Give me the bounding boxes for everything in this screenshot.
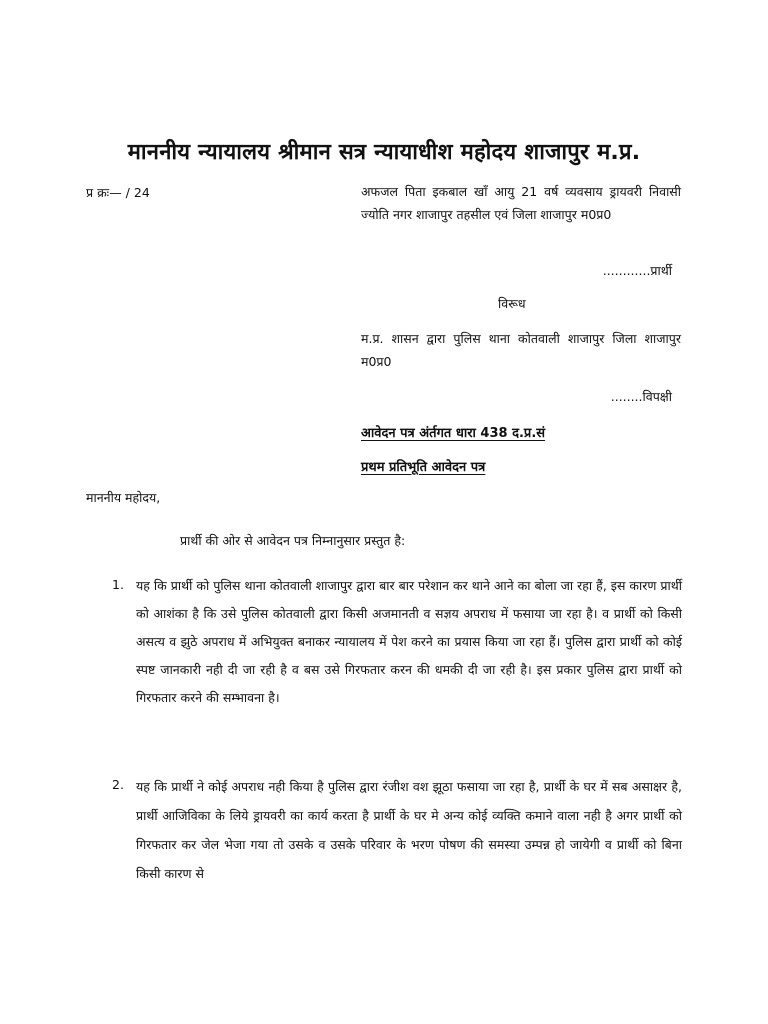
opponent-details: म.प्र. शासन द्वारा पुलिस थाना कोतवाली शाजापुर जिला शाजापुर म0प्र0 xyxy=(361,331,681,369)
case-number: प्र क्रः— / 24 xyxy=(86,185,150,200)
intro-line: प्रार्थी की ओर से आवेदन पत्र निम्नानुसार प्रस्तुत है: xyxy=(180,533,406,548)
paragraph-number: 1. xyxy=(112,577,124,592)
opponent-label: ........विपक्षी xyxy=(610,389,672,404)
applicant-label: ............प्रार्थी xyxy=(602,263,672,278)
salutation: माननीय महोदय, xyxy=(86,490,161,505)
versus-label: विरूध xyxy=(498,296,526,311)
court-title: माननीय न्यायालय श्रीमान सत्र न्यायाधीश महोदय शाजापुर म.प्र. xyxy=(127,140,641,165)
paragraph-text: यह कि प्रार्थी ने कोई अपराध नही किया है पुलिस द्वारा रंजीश वश झूठा फसाया जा रहा है, प्रार्थी के घर में सब असाक्षर है, प्रार्थी आजिविका के लिये ड्रायवरी का कार्य करता है प्रार्थी के घर मे अन्य कोई व्यक्ति कमाने वाला नही है अगर प्रार्थी को गिरफतार कर जेल भेजा गया तो उसके व उसके परिवार के भरण पोषण की समस्या उम्पन्न हो जायेगी व प्रार्थी को बिना किसी कारण से xyxy=(136,779,682,881)
application-type-heading: प्रथम प्रतिभूति आवेदन पत्र xyxy=(361,460,486,475)
paragraph-text: यह कि प्रार्थी को पुलिस थाना कोतवाली शाजापुर द्वारा बार बार परेशान कर थाने आने का बोला जा रहा हैं, इस कारण प्रार्थी को आशंका है कि उसे पुलिस कोतवाली द्वारा किसी अजमानती व सज्ञय अपराध में फसाया जा रहा है। व प्रार्थी को किसी असत्य व झुठे अपराध में अभियुक्त बनाकर न्यायालय में पेश करने का प्रयास किया जा रहा हैं। पुलिस द्वारा प्रार्थी को कोई स्पष्ट जानकारी नही दी जा रही है व बस उसे गिरफतार करन की धमकी दी जा रही है। इस प्रकार पुलिस द्वारा प्रार्थी को गिरफतार करने की सम्भावना है। xyxy=(136,578,682,705)
applicant-details: अफजल पिता इकबाल खाँ आयु 21 वर्ष व्यवसाय ड्रायवरी निवासी ज्योति नगर शाजापुर तहसील एवं जिला शाजापुर म0प्र0 xyxy=(361,184,681,222)
paragraph-number: 2. xyxy=(112,777,124,792)
section-heading: आवेदन पत्र अंर्तगत धारा 438 द.प्र.सं xyxy=(361,426,546,441)
